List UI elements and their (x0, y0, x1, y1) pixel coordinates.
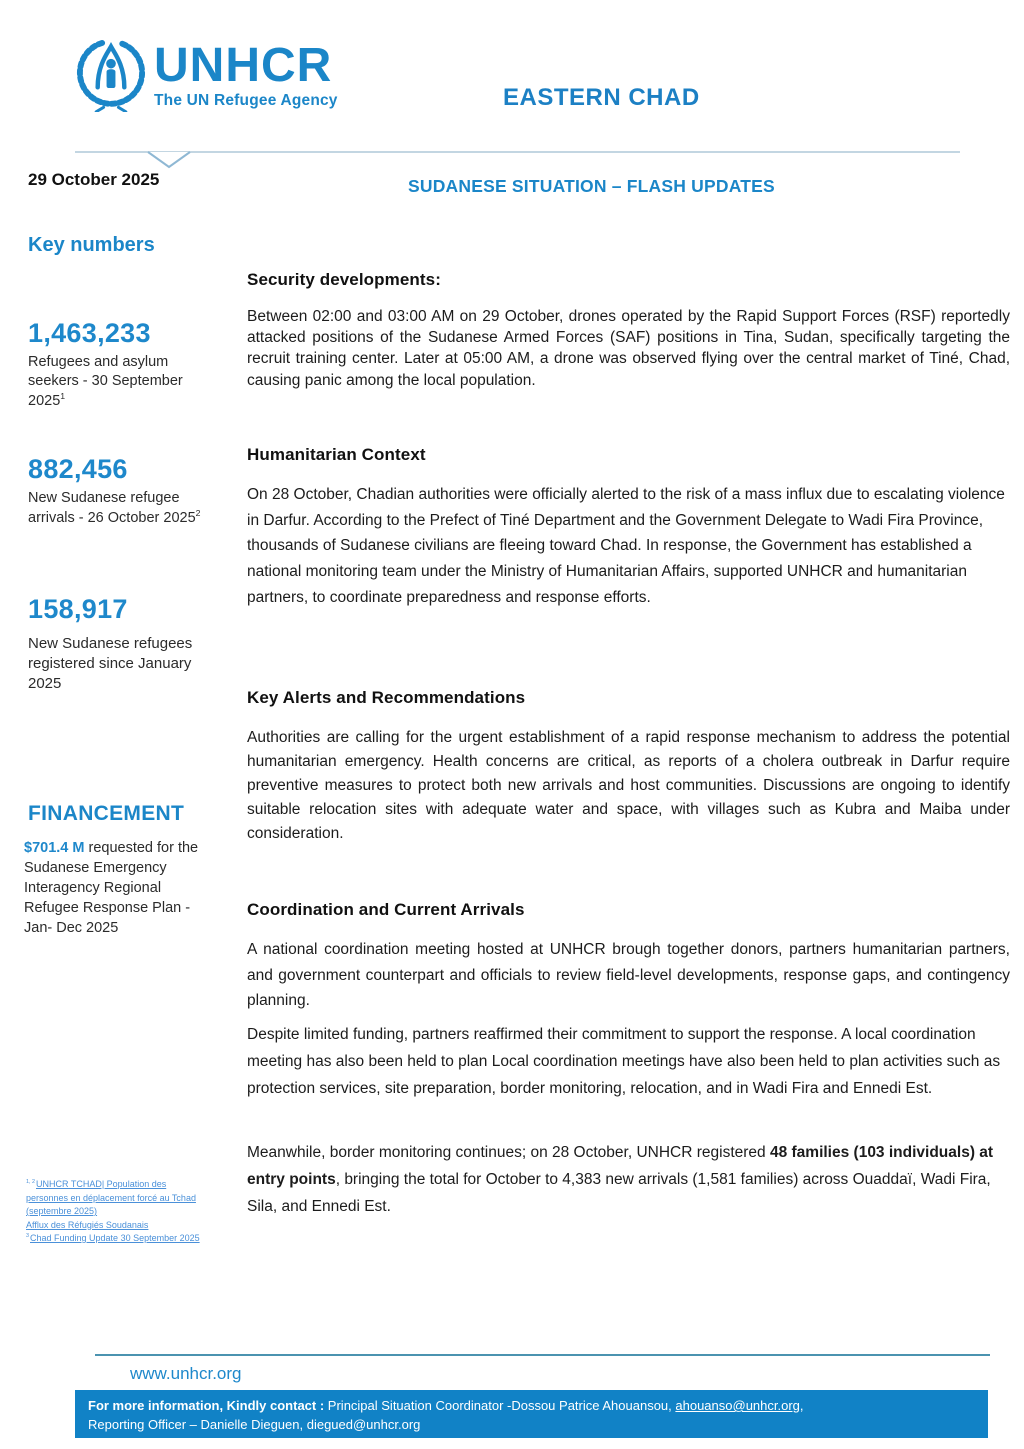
contact-email-link[interactable]: ahouanso@unhcr.org (675, 1398, 800, 1413)
footer-divider (95, 1354, 990, 1356)
financement-description: requested for the Sudanese Emergency Interagency Regional Refugee Response Plan - Jan- Dec 2025 (24, 840, 199, 936)
unhcr-emblem-icon (74, 36, 148, 112)
stat-value: 1,463,233 (28, 318, 151, 348)
key-numbers-heading: Key numbers (28, 234, 155, 256)
footnotes (26, 1178, 204, 1246)
stat-value: 882,456 (28, 454, 128, 484)
logo-text (154, 36, 338, 110)
para-despite-funding: Despite limited funding, partners reaffirmed their commitment to support the response. A local coordination meeting has also been held to plan Local coordination meetings have also been held to plan activities such as protection services, site preparation, border monitoring, relocation, and in Wadi Fira and Ennedi Est. (247, 1026, 1001, 1097)
para-security-developments: Between 02:00 and 03:00 AM on 29 October, drones operated by the Rapid Support Forces (RSF) reportedly attacked positions of the Sudanese Armed Forces (SAF) positions in Tina, Sudan, specifically targeting the recruit training center. Later at 05:00 AM, a drone was observed flying over the central market of Tiné, Chad, causing panic among the local population. (247, 308, 1010, 389)
contact-line-1 (88, 1397, 975, 1416)
contact-footer-bar (75, 1390, 988, 1438)
heading-key-alerts: Key Alerts and Recommendations (247, 688, 526, 707)
logo-tagline: The UN Refugee Agency (154, 92, 338, 109)
contact-tail: , (799, 1398, 804, 1413)
stat-new-arrivals (28, 454, 213, 528)
stat-label: New Sudanese refugee arrivals - 26 October 2025$^2$ (28, 490, 201, 526)
financement-heading: FINANCEMENT (28, 802, 185, 825)
chevron-down-icon (146, 150, 192, 170)
header-divider (75, 151, 960, 153)
logo-brand: UNHCR (154, 39, 333, 92)
para-border-monitoring (247, 1140, 1010, 1221)
financement-amount: $701.4 M (24, 840, 85, 856)
para-coordination-meeting: A national coordination meeting hosted at UNHCR brough together donors, partners humanitarian partners, and government counterpart and officials to review field-level developments, response gaps, and contingency planning. (247, 941, 1010, 1010)
footnote-ref: 3 (26, 1233, 29, 1239)
footnote-link-funding[interactable]: Chad Funding Update 30 September 2025 (30, 1233, 200, 1243)
contact-line-2 (88, 1416, 975, 1435)
stat-registered-since-january (28, 594, 213, 693)
footnote-ref: 1 (60, 391, 66, 402)
footnote-line-1 (26, 1179, 196, 1216)
border-monitoring-pre: Meanwhile, border monitoring continues; on 28 October, UNHCR registered (247, 1144, 770, 1161)
stat-label: New Sudanese refugees registered since January 2025 (28, 635, 193, 692)
stat-refugees-asylum-seekers (28, 318, 213, 411)
border-monitoring-bold: 48 families (103 individuals) at entry points (247, 1144, 994, 1188)
footnote-line-3 (26, 1233, 200, 1243)
page-title: EASTERN CHAD (503, 84, 700, 111)
border-monitoring-post: , bringing the total for October to 4,383 new arrivals (1,581 families) across Ouaddaï, Wadi Fira, Sila, and Ennedi Est. (247, 1170, 991, 1215)
unhcr-logo (74, 36, 338, 112)
footnote-link-population[interactable]: UNHCR TCHAD| Population des personnes en déplacement forcé au Tchad (septembre 2025) (26, 1179, 196, 1216)
unhcr-website-link[interactable]: www.unhcr.org (130, 1364, 242, 1383)
footnote-link-afflux[interactable]: Afflux des Réfugiés Soudanais (26, 1219, 149, 1230)
heading-security-developments: Security developments: (247, 270, 441, 289)
para-key-alerts: Authorities are calling for the urgent establishment of a rapid response mechanism to address the potential humanitarian emergency. Health concerns are critical, as reports of a cholera outbreak in Darfur require preventive measures to protect both new arrivals and host communities. Discussions are ongoing to identify suitable relocation sites with adequate water and space, with villages such as Kubra and Maiba under consideration. (247, 729, 1010, 843)
stat-label: Refugees and asylum seekers - 30 September 2025$^1$ (28, 354, 183, 410)
heading-coordination-arrivals: Coordination and Current Arrivals (247, 900, 525, 919)
contact-lead: For more information, Kindly contact : (88, 1398, 325, 1413)
reporting-officer-email-link[interactable]: diegued@unhcr.org (306, 1416, 421, 1432)
document-subtitle: SUDANESE SITUATION – FLASH UPDATES (408, 176, 775, 196)
reporting-officer-text: Reporting Officer – Danielle Dieguen, (88, 1416, 307, 1432)
para-humanitarian-context: On 28 October, Chadian authorities were officially alerted to the risk of a mass influx due to escalating violence in Darfur. According to the Prefect of Tiné Department and the Government Delegate to Wadi Fira Province, thousands of Sudanese civilians are fleeing toward Chad. In response, the Government has established a national monitoring team under the Ministry of Humanitarian Affairs, supported UNHCR and humanitarian partners, to coordinate preparedness and response efforts. (247, 486, 1005, 606)
document-date: 29 October 2025 (28, 170, 160, 189)
financement-text (24, 838, 216, 938)
stat-value: 158,917 (28, 594, 128, 624)
footnote-refs: 1, 2 (26, 1179, 35, 1185)
footnote-ref: 2 (195, 508, 201, 519)
heading-humanitarian-context: Humanitarian Context (247, 445, 426, 464)
contact-text: Principal Situation Coordinator -Dossou Patrice Ahouansou, (324, 1398, 676, 1413)
